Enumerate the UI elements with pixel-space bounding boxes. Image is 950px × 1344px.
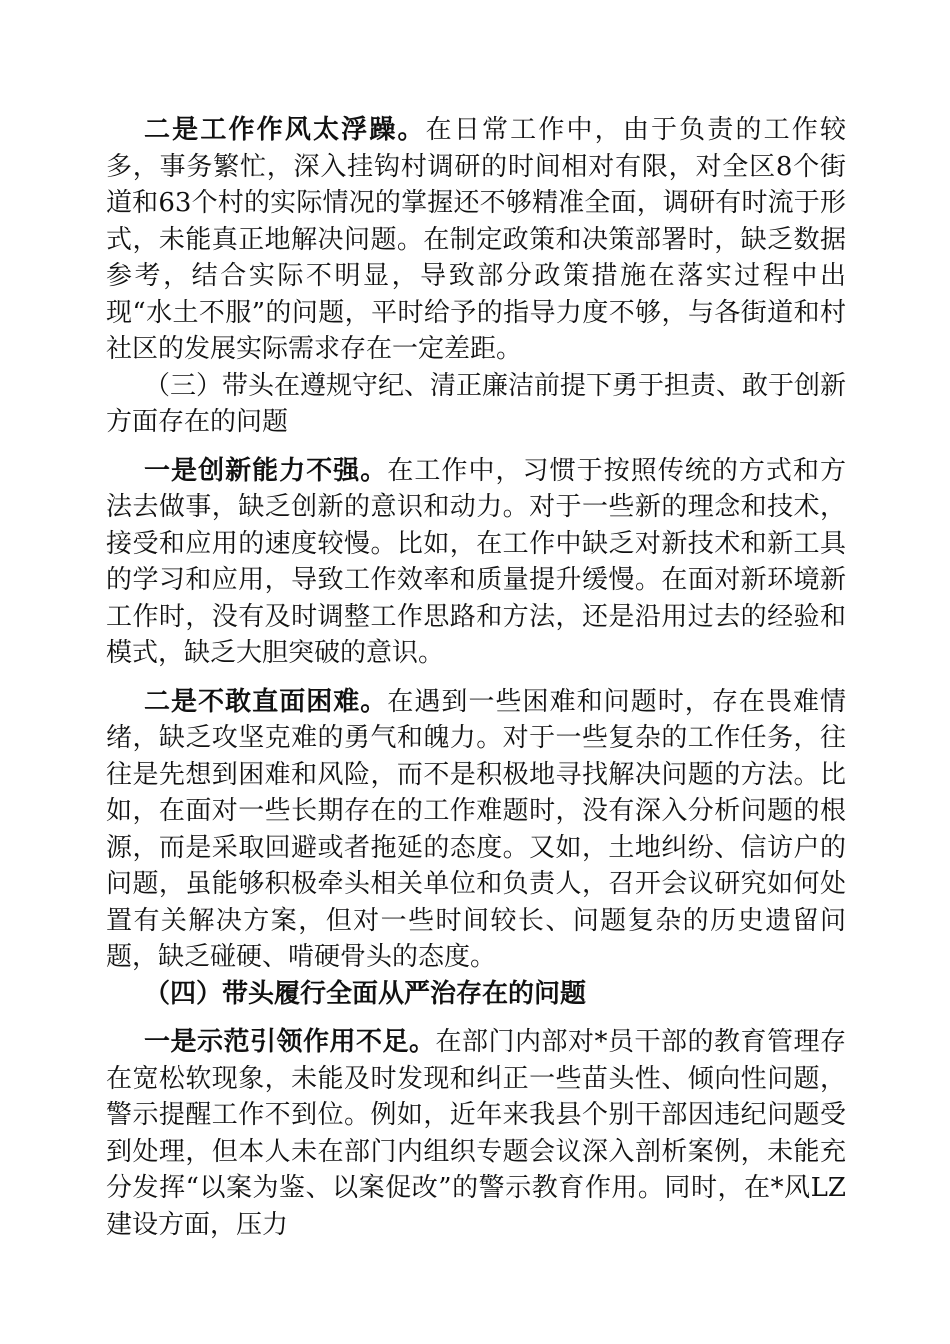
paragraph-text: 在工作中，习惯于按照传统的方式和方法去做事，缺乏创新的意识和动力。对于一些新的理念和技术，接受和应用的速度较慢。比如，在工作中缺乏对新技术和新工具的学习和应用，导致工作效率和质量提升缓慢。在面对新环境新工作时，没有及时调整工作思路和方法，还是沿用过去的经验和模式，缺乏大胆突破的意识。 — [106, 455, 846, 668]
paragraph-text: 在日常工作中，由于负责的工作较多，事务繁忙，深入挂钩村调研的时间相对有限，对全区8个街道和63个村的实际情况的掌握还不够精准全面，调研有时流于形式，未能真正地解决问题。在制定政策和决策部署时，缺乏数据参考，结合实际不明显，导致部分政策措施在落实过程中出现“水土不服”的问题，平时给予的指导力度不够，与各街道和村社区的发展实际需求存在一定差距。 — [106, 115, 846, 364]
paragraph-text: 在部门内部对*员干部的教育管理存在宽松软现象，未能及时发现和纠正一些苗头性、倾向性问题，警示提醒工作不到位。例如，近年来我县个别干部因违纪问题受到处理，但本人未在部门内组织专题会议深入剖析案例，未能充分发挥“以案为鉴、以案促改”的警示教育作用。同时，在*风LZ建设方面，压力 — [106, 1027, 846, 1240]
section-heading-four: （四）带头履行全面从严治存在的问题 — [144, 978, 587, 1009]
paragraph-lead: 二是不敢直面困难。 — [144, 686, 388, 717]
paragraph-work-style — [106, 112, 846, 368]
document-body — [106, 112, 846, 1243]
paragraph-leadership — [106, 1024, 846, 1243]
paragraph-text: 在遇到一些困难和问题时，存在畏难情绪，缺乏攻坚克难的勇气和魄力。对于一些复杂的工作任务，往往是先想到困难和风险，而不是积极地寻找解决问题的方法。比如，在面对一些长期存在的工作难题时，没有深入分析问题的根源，而是采取回避或者拖延的态度。又如，土地纠纷、信访户的问题，虽能够积极牵头相关单位和负责人，召开会议研究如何处置有关解决方案，但对一些时间较长、问题复杂的历史遗留问题，缺乏碰硬、啃硬骨头的态度。 — [106, 686, 846, 972]
paragraph-innovation — [106, 453, 846, 672]
paragraph-lead: 二是工作作风太浮躁。 — [144, 115, 426, 145]
paragraph-lead: 一是创新能力不强。 — [144, 455, 388, 486]
paragraph-lead: 一是示范引领作用不足。 — [144, 1027, 436, 1057]
section-heading-three: （三）带头在遵规守纪、清正廉洁前提下勇于担责、敢于创新方面存在的问题 — [106, 370, 847, 437]
paragraph-difficulties — [106, 684, 846, 976]
